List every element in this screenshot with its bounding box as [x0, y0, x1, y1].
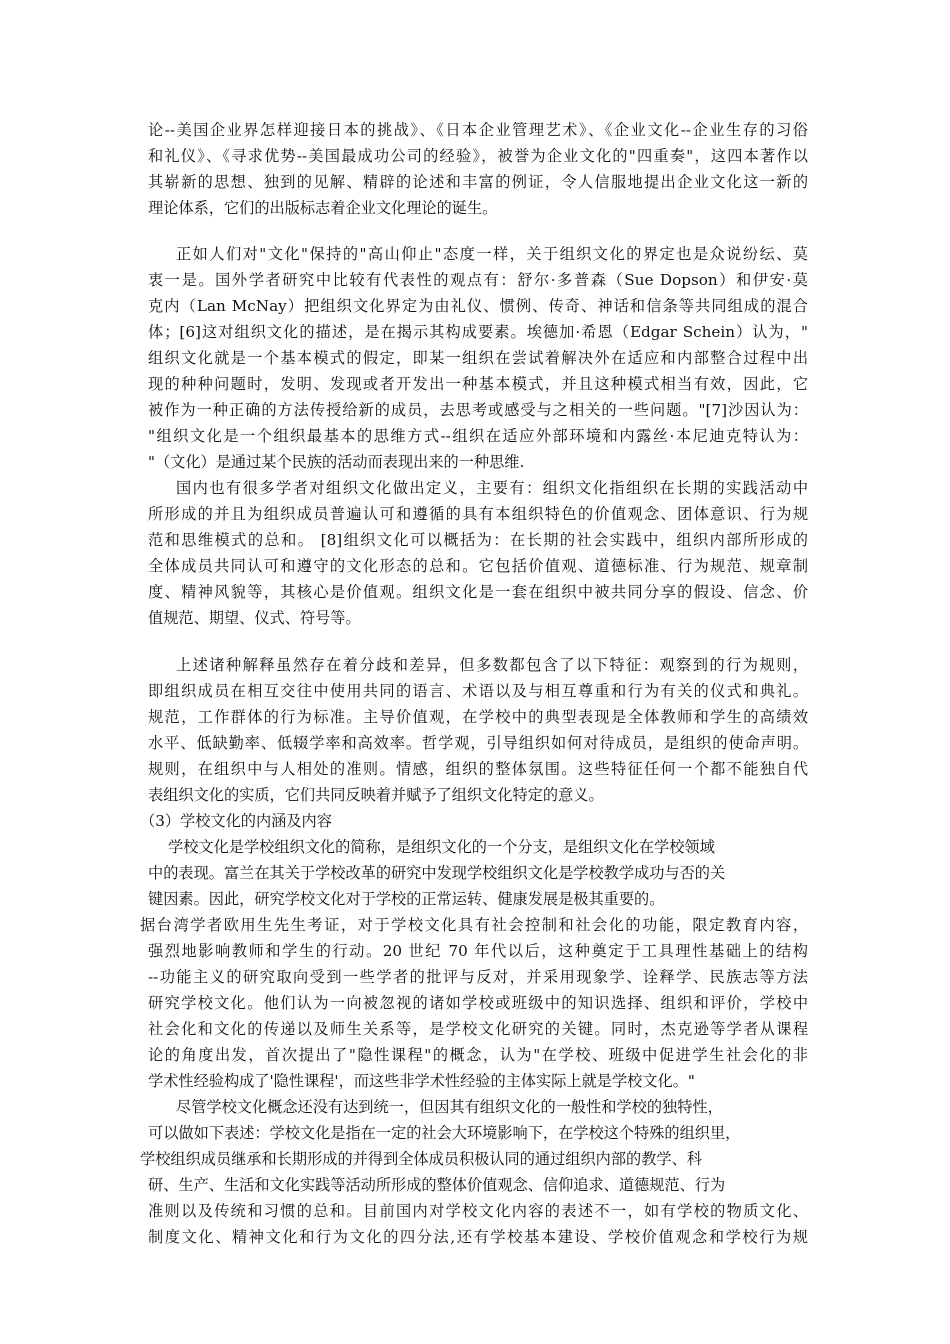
- text-line: 规范，工作群体的行为标准。主导价值观，在学校中的典型表现是全体教师和学生的高绩效: [148, 708, 808, 726]
- text-line: 研究学校文化。他们认为一向被忽视的诸如学校或班级中的知识选择、组织和评价，学校中: [148, 994, 808, 1012]
- text-line: 表组织文化的实质，它们共同反映着并赋予了组织文化特定的意义。: [148, 786, 604, 804]
- text-line: 水平、低缺勤率、低辍学率和高效率。哲学观，引导组织如何对待成员，是组织的使命声明。: [148, 734, 808, 752]
- text-line: 组织文化就是一个基本模式的假定，即某一组织在尝试着解决外在适应和内部整合过程中出: [148, 349, 808, 367]
- text-line: "（文化）是通过某个民族的活动而表现出来的一种思维.: [148, 453, 525, 471]
- text-line: --功能主义的研究取向受到一些学者的批评与反对，并采用现象学、诠释学、民族志等方法: [148, 968, 808, 986]
- text-line: 据台湾学者欧用生先生考证，对于学校文化具有社会控制和社会化的功能，限定教育内容，: [140, 916, 808, 934]
- text-line: 衷一是。国外学者研究中比较有代表性的观点有：舒尔·多普森（Sue Dopson）和伊安·莫: [148, 271, 808, 289]
- text-line: 论--美国企业界怎样迎接日本的挑战》、《日本企业管理艺术》、《企业文化--企业生存的习俗: [148, 121, 808, 139]
- text-line: 被作为一种正确的方法传授给新的成员，去思考或感受与之相关的一些问题。"[7]沙因认为：: [148, 401, 808, 419]
- text-line: "组织文化是一个组织最基本的思维方式--组织在适应外部环境和内露丝·本尼迪克特认为：: [148, 427, 808, 445]
- text-line: 值规范、期望、仪式、符号等。: [148, 609, 361, 627]
- text-line: 度、精神风貌等，其核心是价值观。组织文化是一套在组织中被共同分享的假设、信念、价: [148, 583, 808, 601]
- text-line: 学校组织成员继承和长期形成的并得到全体成员积极认同的通过组织内部的教学、科: [140, 1150, 702, 1168]
- text-line: 即组织成员在相互交往中使用共同的语言、术语以及与相互尊重和行为有关的仪式和典礼。: [148, 682, 808, 700]
- text-line: 克内（Lan McNay）把组织文化界定为由礼仪、惯例、传奇、神话和信条等共同组成的混合: [148, 297, 808, 315]
- text-line: 和礼仪》、《寻求优势--美国最成功公司的经验》，被誉为企业文化的"四重奏"，这四本著作以: [148, 147, 808, 165]
- text-line: 研、生产、生活和文化实践等活动所形成的整体价值观念、信仰追求、道德规范、行为: [148, 1176, 726, 1194]
- text-line: 正如人们对"文化"保持的"高山仰止"态度一样，关于组织文化的界定也是众说纷纭、莫: [176, 245, 808, 263]
- text-line: 键因素。因此，研究学校文化对于学校的正常运转、健康发展是极其重要的。: [148, 890, 665, 908]
- text-line: 国内也有很多学者对组织文化做出定义，主要有：组织文化指组织在长期的实践活动中: [176, 479, 808, 497]
- text-line: 理论体系，它们的出版标志着企业文化理论的诞生。: [148, 199, 498, 217]
- section-heading: （3）学校文化的内涵及内容: [140, 812, 332, 830]
- text-line: 体；[6]这对组织文化的描述，是在揭示其构成要素。埃德加·希恩（Edgar Schein）认为，": [148, 323, 808, 341]
- text-line: 强烈地影响教师和学生的行动。20 世纪 70 年代以后，这种奠定于工具理性基础上的结构: [148, 942, 808, 960]
- text-line: 制度文化、精神文化和行为文化的四分法,还有学校基本建设、学校价值观念和学校行为规: [148, 1228, 808, 1246]
- text-line: 可以做如下表述：学校文化是指在一定的社会大环境影响下，在学校这个特殊的组织里，: [148, 1124, 741, 1142]
- text-line: 准则以及传统和习惯的总和。目前国内对学校文化内容的表述不一，如有学校的物质文化、: [148, 1202, 808, 1220]
- text-line: 所形成的并且为组织成员普遍认可和遵循的具有本组织特色的价值观念、团体意识、行为规: [148, 505, 808, 523]
- text-line: 学校文化是学校组织文化的简称，是组织文化的一个分支，是组织文化在学校领域: [168, 838, 715, 856]
- text-line: 其崭新的思想、独到的见解、精辟的论述和丰富的例证，令人信服地提出企业文化这一新的: [148, 173, 808, 191]
- text-line: 尽管学校文化概念还没有达到统一，但因其有组织文化的一般性和学校的独特性，: [176, 1098, 723, 1116]
- text-line: 规则，在组织中与人相处的准则。情感，组织的整体氛围。这些特征任何一个都不能独自代: [148, 760, 808, 778]
- text-line: 全体成员共同认可和遵守的文化形态的总和。它包括价值观、道德标准、行为规范、规章制: [148, 557, 808, 575]
- text-line: 社会化和文化的传递以及师生关系等，是学校文化研究的关键。同时，杰克逊等学者从课程: [148, 1020, 808, 1038]
- text-line: 论的角度出发，首次提出了"隐性课程"的概念，认为"在学校、班级中促进学生社会化的非: [148, 1046, 808, 1064]
- text-line: 上述诸种解释虽然存在着分歧和差异，但多数都包含了以下特征：观察到的行为规则，: [176, 656, 808, 674]
- text-line: 范和思维模式的总和。 [8]组织文化可以概括为：在长期的社会实践中，组织内部所形成的: [148, 531, 808, 549]
- text-line: 现的种种问题时，发明、发现或者开发出一种基本模式，并且这种模式相当有效，因此，它: [148, 375, 808, 393]
- text-line: 学术性经验构成了'隐性课程'，而这些非学术性经验的主体实际上就是学校文化。": [148, 1072, 695, 1090]
- text-line: 中的表现。富兰在其关于学校改革的研究中发现学校组织文化是学校教学成功与否的关: [148, 864, 726, 882]
